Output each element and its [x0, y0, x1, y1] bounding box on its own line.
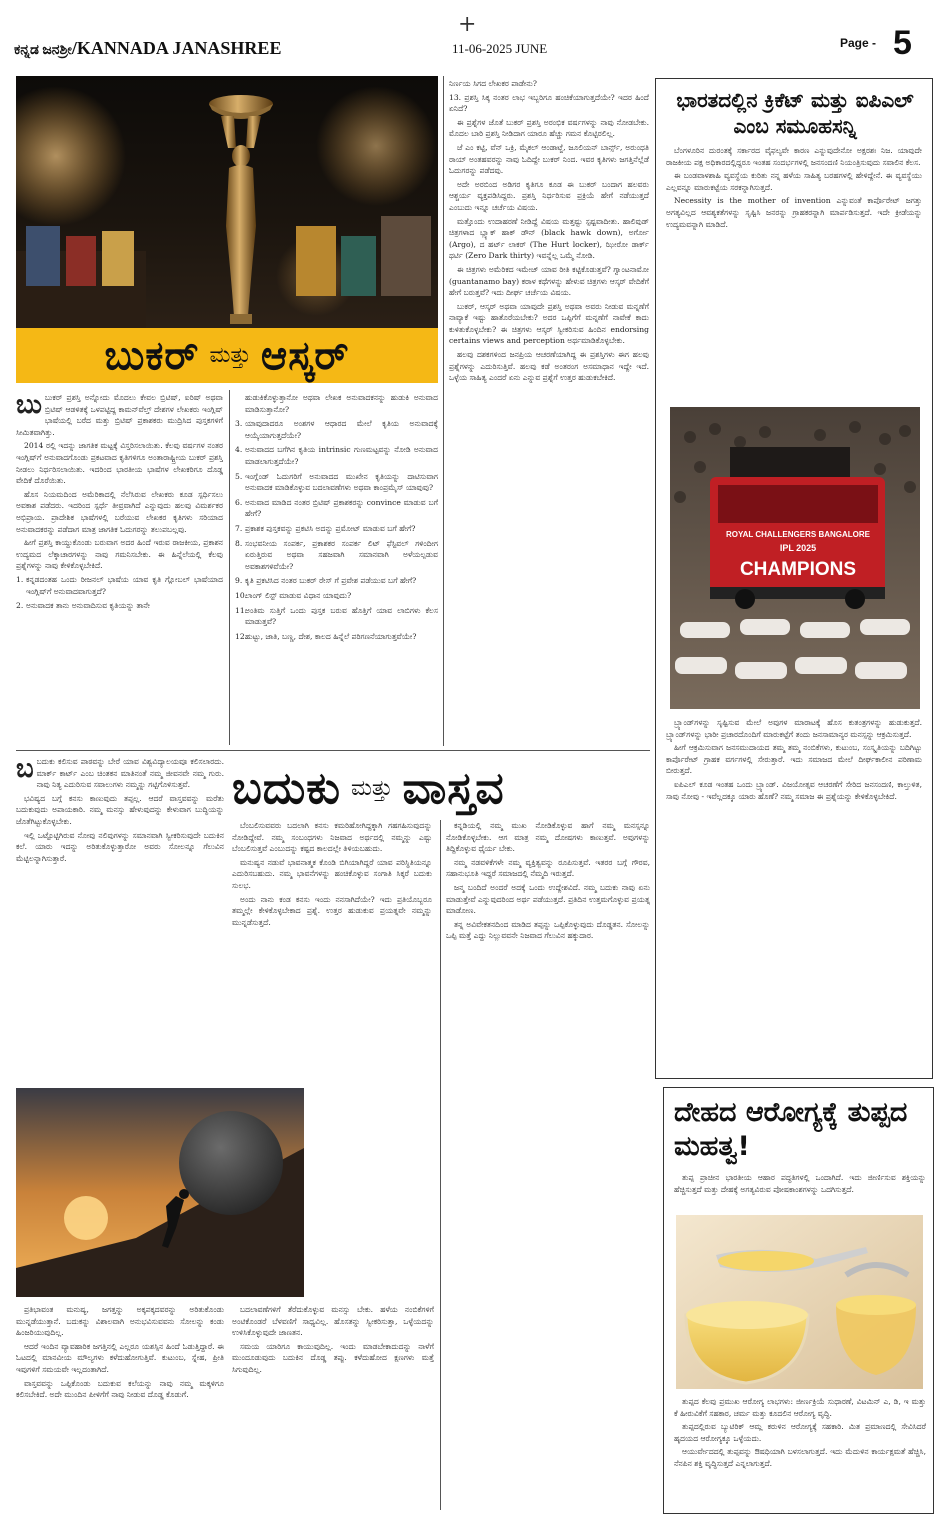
- booker-headline-conj: ಮತ್ತು: [209, 343, 251, 368]
- boulder-push-photo: [16, 1088, 304, 1297]
- baduku-column-3: [446, 820, 650, 1510]
- baduku-headline: [232, 760, 652, 816]
- masthead-english: KANNADA JANASHREE: [76, 38, 282, 58]
- column-divider: [229, 390, 230, 745]
- list-item: 1. ಕನ್ನಡದಂತಹ ಒಂದು ರೀಜನಲ್ ಭಾಷೆಯ ಯಾವ ಕೃತಿ ಗ್ಲೋಬಲ್ ಭಾಷೆಯಾದ ಇಂಗ್ಲಿಷ್‌ಗೆ ಅನುವಾದವಾಗುತ್ತದೆ?: [16, 574, 223, 596]
- list-item: 10. ಲಾಂಗ್ ಲಿಸ್ಟ್ ಮಾಡುವ ವಿಧಾನ ಯಾವುದು?: [235, 590, 352, 600]
- booker-paragraph: ಈ ಪ್ರಶ್ನೆಗಳ ಜೊತೆ ಬುಕರ್ ಪ್ರಶಸ್ತಿ ಅರಂಭಿಕ ವರ್ಷಗಳನ್ನು ನಾವು ನೋಡಬೇಕು. ಮೊದಲ ಬಾರಿ ಪ್ರಶಸ್ತಿ ನೀಡಿದಾಗ ಯಾರೂ ಹೆಚ್ಚು ಗಮನ ಕೊಟ್ಟಿರಲಿಲ್ಲ.: [449, 117, 649, 139]
- baduku-paragraph: ತನ್ನ ಅವಿವೇಕತನದಿಂದ ಮಾಡಿದ ತಪ್ಪನ್ನು ಒಪ್ಪಿಕೊಳ್ಳುವುದು ದೊಡ್ಡತನ. ಸೋಲನ್ನು ಒಪ್ಪಿ ಮತ್ತೆ ಎದ್ದು ನಿಲ್ಲುವವನೇ ನಿಜವಾದ ಗೆಲುವಿನ ಹಕ್ಕುದಾರ.: [446, 919, 650, 941]
- baduku-paragraph: ಬದಲಾವಣೆಗಳಿಗೆ ತೆರೆದುಕೊಳ್ಳುವ ಮನಸ್ಸು ಬೇಕು. ಹಳೆಯ ನಂಬಿಕೆಗಳಿಗೆ ಅಂಟಿಕೊಂಡರೆ ಬೆಳವಣಿಗೆ ಸಾಧ್ಯವಿಲ್ಲ. ಹೊಸತನ್ನು ಸ್ವೀಕರಿಸುತ್ತಾ, ಒಳ್ಳೆಯದನ್ನು ಉಳಿಸಿಕೊಳ್ಳುವುದೇ ಜಾಣತನ.: [232, 1305, 434, 1338]
- booker-column-2: [235, 392, 438, 744]
- baduku-headline-word1: ಬದುಕು: [232, 762, 341, 814]
- baduku-paragraph: ನಮ್ಮ ನಡವಳಿಕೆಗಳೇ ನಮ್ಮ ವ್ಯಕ್ತಿತ್ವವನ್ನು ರೂಪಿಸುತ್ತವೆ. ಇತರರ ಬಗ್ಗೆ ಗೌರವ, ಸಹಾನುಭೂತಿ ಇದ್ದರೆ ಸಮಾಜದಲ್ಲಿ ನೆಮ್ಮದಿ ಇರುತ್ತದೆ.: [446, 857, 650, 879]
- health-article-box: [663, 1087, 934, 1514]
- cricket-paragraph: ಈ ಬಂಡವಾಳಶಾಹಿ ವ್ಯವಸ್ಥೆಯ ಕುರಿತು ನನ್ನ ಹಳೆಯ ಸಾಹಿತ್ಯ ಬರಹಗಳಲ್ಲಿ ಹೇಳಿದ್ದೇನೆ. ಈ ವ್ಯವಸ್ಥೆಯು ಎಲ್ಲವನ್ನೂ ಮಾರುಕಟ್ಟೆಯ ಸರಕನ್ನಾಗಿಸುತ್ತದೆ.: [666, 171, 922, 192]
- baduku-paragraph: ಅಂದು ನಾನು ಕಂಡ ಕನಸು ಇಂದು ನನಸಾಗಿದೆಯೇ? ಇದು ಪ್ರತಿಯೊಬ್ಬರೂ ತಮ್ಮಲ್ಲೇ ಕೇಳಿಕೊಳ್ಳಬೇಕಾದ ಪ್ರಶ್ನೆ. ಉತ್ತರ ಹುಡುಕುವ ಪ್ರಯತ್ನವೇ ನಮ್ಮನ್ನು ಮುನ್ನಡೆಸುತ್ತದೆ.: [232, 894, 432, 927]
- booker-paragraph: 13. ಪ್ರಶಸ್ತಿ ಸಿಕ್ಕ ನಂತರ ಲಾಭ ಇಬ್ಬರಿಗೂ ಹಂಚಿಕೆಯಾಗುತ್ತದೆಯೇ? ಇದರ ಹಿಂದೆ ಏನಿದೆ?: [449, 92, 649, 114]
- booker-paragraph: 2014 ರಲ್ಲಿ ಇದನ್ನು ಜಾಗತಿಕ ಮಟ್ಟಕ್ಕೆ ವಿಸ್ತರಿಸಲಾಯಿತು. ಕೆಲವು ವರ್ಷಗಳ ನಂತರ ಇಂಗ್ಲಿಷ್‌ಗೆ ಅನುವಾದಗೊಂಡು ಪ್ರಕಟವಾದ ಕೃತಿಗಳಿಗೂ ಅಂತಾರಾಷ್ಟ್ರೀಯ ಬುಕರ್ ಪ್ರಶಸ್ತಿ ನೀಡಲು ನಿರ್ಧರಿಸಲಾಯಿತು. ಇದರಿಂದ ಭಾರತೀಯ ಭಾಷೆಗಳ ಲೇಖಕರಿಗೂ ದೊಡ್ಡ ವೇದಿಕೆ ದೊರೆಯಿತು.: [16, 441, 223, 486]
- column-divider: [443, 76, 444, 746]
- baduku-column-1b: [16, 1304, 224, 1510]
- cricket-bottom-text: [666, 717, 922, 1073]
- booker-column-1: [16, 392, 223, 744]
- baduku-paragraph: ವಾಸ್ತವವನ್ನು ಒಪ್ಪಿಕೊಂಡು ಬದುಕುವ ಕಲೆಯನ್ನು ನಾವು ನಮ್ಮ ಮಕ್ಕಳಿಗೂ ಕಲಿಸಬೇಕಿದೆ. ಅದೇ ಮುಂದಿನ ಪೀಳಿಗೆಗೆ ನಾವು ನೀಡುವ ದೊಡ್ಡ ಕೊಡುಗೆ.: [16, 1378, 224, 1400]
- booker-paragraph: ನಿರ್ಣಯ ಸಿಗದ ಲೇಖಕರ ಪಾಡೇನು?: [449, 79, 537, 88]
- list-item: 4. ಅನುವಾದದ ಬಗೆಗಿನ ಕೃತಿಯ intrinsic ಗುಣಮಟ್ಟವನ್ನು ನೋಡಿ ಅನುವಾದ ಮಾಡಲಾಗುತ್ತದೆಯೇ?: [235, 445, 438, 466]
- booker-paragraph: ಹೀಗೆ ಪ್ರಶಸ್ತಿ ಕಾಯ್ದುಕೊಂಡು ಬರುವಾಗ ಅದರ ಹಿಂದೆ ಇರುವ ರಾಜಕೀಯ, ಪ್ರಕಾಶನ ಉದ್ಯಮದ ಲೆಕ್ಕಾಚಾರಗಳನ್ನು ನಾವು ಗಮನಿಸಬೇಕು. ಈ ಹಿನ್ನೆಲೆಯಲ್ಲಿ ಕೆಲವು ಪ್ರಶ್ನೆಗಳನ್ನು ನಾವು ಕೇಳಿಕೊಳ್ಳಬೇಕಿದೆ.: [16, 538, 223, 571]
- baduku-paragraph: ಇಲ್ಲಿ ಒಟ್ಟೊಟ್ಟಿಗಿರುವ ನೋವು ನಲಿವುಗಳನ್ನು ಸಮಾನವಾಗಿ ಸ್ವೀಕರಿಸುವುದೇ ಬದುಕಿನ ಕಲೆ. ಯಾರು ಇದನ್ನು ಅರಿತುಕೊಳ್ಳುತ್ತಾರೋ ಅವರು ಸೋಲನ್ನೂ ಗೆಲುವಿನ ಮೆಟ್ಟಿಲನ್ನಾಗಿಸುತ್ತಾರೆ.: [16, 830, 224, 863]
- column-divider: [440, 820, 441, 1510]
- booker-paragraph: ಹೊಸ ನಿಯಮದಿಂದ ಅಮೆರಿಕಾದಲ್ಲಿ ನೆಲೆಸಿರುವ ಲೇಖಕರು ಕೂಡ ಸ್ಪರ್ಧಿಸಲು ಅವಕಾಶ ಪಡೆದರು. ಇದರಿಂದ ಸ್ಪರ್ಧೆ ತೀವ್ರವಾಗಿದೆ ಎನ್ನುವುದು ಹಲವು ವಿಮರ್ಶಕರ ಅಭಿಪ್ರಾಯ. ಪ್ರಾದೇಶಿಕ ಭಾಷೆಗಳಲ್ಲಿ ಬರೆಯುವ ಲೇಖಕರ ಕೃತಿಗಳು ಸರಿಯಾದ ಅನುವಾದಕರನ್ನು ಪಡೆದಾಗ ಮಾತ್ರ ಜಾಗತಿಕ ಓದುಗರನ್ನು ತಲುಪಬಲ್ಲವು.: [16, 489, 223, 534]
- baduku-column-1: [16, 756, 224, 1082]
- cricket-top-text: [666, 145, 922, 401]
- booker-paragraph: ಅದೇ ಅರಬಿಂದ ಅಡಿಗರ ಕೃತಿಗೂ ಕೂಡ ಈ ಬುಕರ್ ಬಂದಾಗ ಹಲವರು ಆಶ್ಚರ್ಯ ವ್ಯಕ್ತಪಡಿಸಿದ್ದರು. ಪ್ರಶಸ್ತಿ ನಿರ್ಧರಿಸುವ ಪ್ರಕ್ರಿಯೆ ಹೇಗೆ ನಡೆಯುತ್ತದೆ ಎಂಬುದು ಇನ್ನೂ ಚರ್ಚೆಯ ವಿಷಯ.: [449, 179, 649, 212]
- cricket-paragraph: Necessity is the mother of invention ಎನ್ನುವಂತೆ ಕಾರ್ಪೊರೇಟ್ ಜಗತ್ತು ಅಗತ್ಯವಿಲ್ಲದ ಆವಶ್ಯಕತೆಗಳನ್ನು ಸೃಷ್ಟಿಸಿ ಜನರನ್ನು ಗ್ರಾಹಕರನ್ನಾಗಿ ಮಾರ್ಪಡಿಸುತ್ತದೆ. ಇದೇ ಕ್ರೀಡೆಯನ್ನು ಉದ್ಯಮವನ್ನಾಗಿ ಮಾಡಿದೆ.: [666, 196, 922, 229]
- booker-paragraph: ಜೆ ಎಂ ಕಟ್ಟಿ, ವೆನ್ ಒಕ್ರಿ, ಮೈಕಲ್ ಆಂಡಾಟ್ಜೆ, ಜೂಲಿಯನ್ ಬಾರ್ನ್ಸ್, ಅರುಂಧತಿ ರಾಯ್ ಅಂತಹವರನ್ನು ನಾವು ಓದಿದ್ದೇ ಬುಕರ್ ನಿಂದ. ಇವರ ಕೃತಿಗಳು ಜಗತ್ತಿನೆಲ್ಲೆಡೆ ಓದುಗರನ್ನು ಪಡೆದವು.: [449, 142, 649, 176]
- baduku-paragraph: ಸಮಯ ಯಾರಿಗೂ ಕಾಯುವುದಿಲ್ಲ. ಇಂದು ಮಾಡಬೇಕಾದುದನ್ನು ನಾಳೆಗೆ ಮುಂದೂಡುವುದು ಬದುಕಿನ ದೊಡ್ಡ ತಪ್ಪು. ಕಳೆದುಹೋದ ಕ್ಷಣಗಳು ಮತ್ತೆ ಸಿಗುವುದಿಲ್ಲ.: [232, 1341, 434, 1374]
- masthead: ಕನ್ನಡ ಜನಶ್ರೀ/KANNADA JANASHREE: [14, 38, 282, 58]
- cricket-paragraph: ಹೀಗೆ ಆಕ್ರಮಿಸುವಾಗ ಜನಸಮುದಾಯದ ತಮ್ಮ ತಮ್ಮ ನಂಬಿಕೆಗಳು, ಕುಟುಂಬ, ಸಂಸ್ಕೃತಿಯನ್ನು ಬದಿಗಿಟ್ಟು ಕಾರ್ಪೊರೇಟ್ ಗ್ರಾಹಕ ವರ್ಗಗಳಲ್ಲಿ ಸೇರುತ್ತಾರೆ. ಇದು ಸಮಾಜದ ಮೇಲೆ ದೀರ್ಘಕಾಲೀನ ಪರಿಣಾಮ ಬೀರುತ್ತದೆ.: [666, 743, 922, 776]
- booker-headline-word2: ಆಸ್ಕರ್: [260, 332, 350, 379]
- baduku-paragraph: ಬೆಂಬಲಿಸುವವರು ಬದಲಾಗಿ ಕನಸು ಕಮರಿಹೋಗಿದ್ದಕ್ಕಾಗಿ ಗಹಗಹಿಸುವುದನ್ನು ನೋಡಿದ್ದೇವೆ. ನಮ್ಮ ಸಂಬಂಧಗಳು ನಿಜವಾದ ಅರ್ಥದಲ್ಲಿ ನಮ್ಮನ್ನು ಎಷ್ಟು ಬೆಂಬಲಿಸುತ್ತವೆ ಎಂಬುದನ್ನು ಕಷ್ಟದ ಕಾಲದಲ್ಲೇ ತಿಳಿಯಬಹುದು.: [232, 821, 432, 854]
- page-header: [0, 0, 945, 72]
- booker-paragraph: ಮತ್ತೊಂದು ಉದಾಹರಣೆ ನೀಡಿದ್ದೆ ವಿಷಯ ಮತ್ತಷ್ಟು ಸ್ಪಷ್ಟವಾದೀತು. ಹಾಲಿವುಡ್ ಚಿತ್ರಗಳಾದ ಬ್ಲ್ಯಾಕ್ ಹಾಕ್ ಡೌನ್ (black hawk down), ಅರ್ಗೋ (Argo), ದ ಹರ್ಟ್ ಲಾಕರ್ (The Hurt locker), ಝೀರೋ ಡಾರ್ಕ್ ಥರ್ಟಿ (Zero Dark thirty) ಇವನ್ನೆಲ್ಲ ಒಮ್ಮೆ ನೋಡಿ.: [449, 216, 649, 261]
- page-number: 5: [893, 24, 912, 62]
- list-item: 3. ಯಾವುದಾದರೂ ಅಂಶಗಳ ಆಧಾರದ ಮೇಲೆ ಕೃತಿಯ ಅನುವಾದಕ್ಕೆ ಆಯ್ಕೆಯಾಗುತ್ತದೆಯೇ?: [235, 419, 438, 440]
- dropcap: ಬ: [16, 756, 34, 784]
- booker-headline: [16, 328, 438, 383]
- baduku-paragraph: ಮನುಷ್ಯನ ನಡುವೆ ಭಾವನಾತ್ಮಕ ಕೊಂಡಿ ಬಿಗಿಯಾಗಿದ್ದರೆ ಯಾವ ಪರಿಸ್ಥಿತಿಯನ್ನೂ ಎದುರಿಸಬಹುದು. ನಮ್ಮ ಭಾವನೆಗಳನ್ನು ಹಂಚಿಕೊಳ್ಳುವ ಸಂಗಾತಿ ಸಿಕ್ಕರೆ ಬದುಕು ಸುಲಭ.: [232, 857, 432, 890]
- cricket-headline: ಭಾರತದಲ್ಲಿನ ಕ್ರಿಕೆಟ್ ಮತ್ತು ಐಪಿಎಲ್ ಎಂಬ ಸಮೂಹಸನ್ನಿ: [676, 88, 914, 138]
- health-paragraph: ತುಪ್ಪ ಪ್ರಾಚೀನ ಭಾರತೀಯ ಆಹಾರ ಪದ್ಧತಿಗಳಲ್ಲಿ ಒಂದಾಗಿದೆ. ಇದು ಜೀರ್ಣಿಸುವ ಶಕ್ತಿಯನ್ನು ಹೆಚ್ಚಿಸುತ್ತದೆ ಮತ್ತು ದೇಹಕ್ಕೆ ಅಗತ್ಯವಿರುವ ಪೋಷಕಾಂಶಗಳನ್ನು ಒದಗಿಸುತ್ತದೆ.: [674, 1173, 926, 1194]
- list-item: 11. ಅಂತಿಮ ಸುತ್ತಿಗೆ ಒಂದು ಪುಸ್ತಕ ಬರುವ ಹೊತ್ತಿಗೆ ಯಾವ ಲಾಬಿಗಳು ಕೆಲಸ ಮಾಡುತ್ತವೆ?: [235, 605, 438, 627]
- list-item: 7. ಪ್ರಕಾಶಕ ಪುಸ್ತಕವನ್ನು ಪ್ರಕಟಿಸಿ ಅದನ್ನು ಪ್ರಮೋಟ್ ಮಾಡುವ ಬಗೆ ಹೇಗೆ?: [235, 523, 416, 533]
- cricket-article-box: [655, 78, 933, 1079]
- baduku-paragraph: ಕನ್ನಡಿಯಲ್ಲಿ ನಮ್ಮ ಮುಖ ನೋಡಿಕೊಳ್ಳುವ ಹಾಗೆ ನಮ್ಮ ಮನಸ್ಸನ್ನೂ ನೋಡಿಕೊಳ್ಳಬೇಕು. ಆಗ ಮಾತ್ರ ನಮ್ಮ ದೋಷಗಳು ಕಾಣುತ್ತವೆ. ಅವುಗಳನ್ನು ತಿದ್ದಿಕೊಳ್ಳುವ ಧೈರ್ಯ ಬೇಕು.: [446, 821, 650, 854]
- page-label: Page -: [840, 36, 877, 50]
- cricket-paragraph: ಬ್ರ್ಯಾಂಡ್‌ಗಳನ್ನು ಸೃಷ್ಟಿಸುವ ಮೇಲೆ ಅವುಗಳ ಮಾರಾಟಕ್ಕೆ ಹೊಸ ಕುತಂತ್ರಗಳನ್ನು ಹುಡುಕುತ್ತದೆ. ಬ್ರ್ಯಾಂಡ್‌ಗಳನ್ನು ಭಾರೀ ಪ್ರಚಾರದೊಂದಿಗೆ ಮಾರುಕಟ್ಟೆಗೆ ತಂದು ಜನಸಾಮಾನ್ಯರ ಮನಸ್ಸನ್ನು ಆಕ್ರಮಿಸುತ್ತದೆ.: [666, 718, 922, 739]
- bus-champions-text: CHAMPIONS: [739, 559, 857, 580]
- baduku-paragraph: ಆದರೆ ಇಂದಿನ ವ್ಯಾವಹಾರಿಕ ಜಗತ್ತಿನಲ್ಲಿ ಎಲ್ಲರೂ ಯಶಸ್ಸಿನ ಹಿಂದೆ ಓಡುತ್ತಿದ್ದಾರೆ. ಈ ಓಟದಲ್ಲಿ ಮಾನವೀಯ ಮೌಲ್ಯಗಳು ಕಳೆದುಹೋಗುತ್ತಿವೆ. ಕುಟುಂಬ, ಸ್ನೇಹ, ಪ್ರೀತಿ ಇವುಗಳಿಗೆ ಸಮಯವೇ ಇಲ್ಲದಂತಾಗಿದೆ.: [16, 1341, 224, 1374]
- list-item: ಹುಡುಕಿಕೊಳ್ಳುತ್ತಾನೋ ಅಥವಾ ಲೇಖಕ ಅನುವಾದಕನನ್ನು ಹುಡುಕಿ ಅನುವಾದ ಮಾಡಿಸುತ್ತಾನೋ?: [245, 393, 438, 414]
- baduku-paragraph: ಭವಿಷ್ಯದ ಬಗ್ಗೆ ಕನಸು ಕಾಣುವುದು ತಪ್ಪಲ್ಲ. ಆದರೆ ವಾಸ್ತವವನ್ನು ಮರೆತು ಬದುಕುವುದು ಅಪಾಯಕಾರಿ. ನಮ್ಮ ಮನಸ್ಸು ಹೇಳುವುದನ್ನು ಕೇಳುವಾಗ ಬುದ್ಧಿಯನ್ನು ಜೊತೆಗಿಟ್ಟುಕೊಳ್ಳಬೇಕು.: [16, 793, 224, 826]
- bus-team-text: ROYAL CHALLENGERS BANGALORE: [725, 530, 871, 539]
- list-item: 12. ಹುಟ್ಟು, ಜಾತಿ, ಬಣ್ಣ, ದೇಶ, ಕಾಲದ ಹಿನ್ನೆಲೆ ಪರಿಗಣನೆಯಾಗುತ್ತವೆಯೇ?: [235, 631, 417, 641]
- dropcap: ಬು: [16, 392, 42, 420]
- baduku-headline-conj: ಮತ್ತು: [351, 775, 393, 801]
- baduku-paragraph: ಪ್ರತಿಭಾವಂತ ಮನುಷ್ಯ, ಜಗತ್ತನ್ನು ಅಕ್ಕಪಕ್ಕದವರನ್ನು ಅರಿತುಕೊಂಡು ಮುನ್ನಡೆಯುತ್ತಾನೆ. ಬದುಕನ್ನು ವಿಶಾಲವಾಗಿ ಅನುಭವಿಸುವವನು ಸೋಲನ್ನು ಕಂಡು ಹಿಂಜರಿಯುವುದಿಲ್ಲ.: [16, 1305, 224, 1338]
- baduku-column-2: [232, 820, 432, 1082]
- masthead-kannada: ಕನ್ನಡ ಜನಶ್ರೀ: [14, 43, 72, 58]
- booker-paragraph: ಹಲವು ದಶಕಗಳಿಂದ ಜನಪ್ರಿಯ ಆಚರಣೆಯಾಗಿದ್ದ ಈ ಪ್ರಶಸ್ತಿಗಳು ಈಗ ಹಲವು ಪ್ರಶ್ನೆಗಳನ್ನು ಎದುರಿಸುತ್ತಿವೆ. ಹಲವು ಕಡೆ ಅಂತರಂಗ ಅಸಮಾಧಾನ ಇದ್ದೇ ಇದೆ. ಒಳ್ಳೆಯ ಸಾಹಿತ್ಯ ಎಂದರೆ ಏನು ಎನ್ನುವ ಪ್ರಶ್ನೆಗೆ ಉತ್ತರ ಹುಡುಕಬೇಕಿದೆ.: [449, 350, 649, 383]
- ghee-photo: [676, 1215, 923, 1389]
- baduku-paragraph: ಬದುಕು ಕಲಿಸುವ ಪಾಠವನ್ನು ಬೇರೆ ಯಾವ ವಿಶ್ವವಿದ್ಯಾಲಯವೂ ಕಲಿಸಲಾರದು. ಮಾರ್ಕ್ ಕಾರ್ಟ್ ಎಂಬ ಚಿಂತಕನ ಮಾತಿನಂತೆ ನಮ್ಮ ಜೀವನವೇ ನಮ್ಮ ಗುರು. ನಾವು ನಿತ್ಯ ಎದುರಿಸುವ ಸವಾಲುಗಳು ನಮ್ಮನ್ನು ಗಟ್ಟಿಗೊಳಿಸುತ್ತವೆ.: [36, 757, 224, 790]
- health-intro: [674, 1172, 926, 1212]
- baduku-column-2b: [232, 1304, 434, 1510]
- booker-headline-word1: ಬುಕರ್: [104, 332, 200, 379]
- health-headline: ದೇಹದ ಆರೋಗ್ಯಕ್ಕೆ ತುಪ್ಪದ ಮಹತ್ವ!: [674, 1097, 908, 1162]
- health-paragraph: ತುಪ್ಪದ ಕೆಲವು ಪ್ರಮುಖ ಆರೋಗ್ಯ ಲಾಭಗಳು: ಜೀರ್ಣಕ್ರಿಯೆ ಸುಧಾರಣೆ, ವಿಟಮಿನ್ ಎ, ಡಿ, ಇ ಮತ್ತು ಕೆ ಹೀರುವಿಕೆಗೆ ಸಹಕಾರ, ಚರ್ಮ ಮತ್ತು ಕೂದಲಿನ ಆರೋಗ್ಯ ವೃದ್ಧಿ.: [674, 1397, 926, 1418]
- list-item: 9. ಕೃತಿ ಪ್ರಕಟಿಸಿದ ನಂತರ ಬುಕರ್ ರೇಸ್ ಗೆ ಪ್ರವೇಶ ಪಡೆಯುವ ಬಗೆ ಹೇಗೆ?: [235, 576, 417, 586]
- health-body: [674, 1396, 926, 1508]
- health-paragraph: ಆಯುರ್ವೇದದಲ್ಲಿ ತುಪ್ಪವನ್ನು ಔಷಧಿಯಾಗಿ ಬಳಸಲಾಗುತ್ತದೆ. ಇದು ಮೆದುಳಿನ ಕಾರ್ಯಕ್ಷಮತೆ ಹೆಚ್ಚಿಸಿ, ನೆನಪಿನ ಶಕ್ತಿ ವೃದ್ಧಿಸುತ್ತದೆ ಎನ್ನಲಾಗುತ್ತದೆ.: [674, 1447, 926, 1468]
- crop-mark-icon: +: [458, 12, 477, 37]
- cricket-paragraph: ಐಪಿಎಲ್ ಕೂಡ ಇಂತಹ ಒಂದು ಬ್ರ್ಯಾಂಡ್. ವಿಜಯೋತ್ಸವ ಆಚರಣೆಗೆ ಸೇರಿದ ಜನಸಂದಣಿ, ಕಾಲ್ತುಳಿತ, ಸಾವು ನೋವು - ಇವೆಲ್ಲದಕ್ಕೂ ಯಾರು ಹೊಣೆ? ನಮ್ಮ ಸಮಾಜ ಈ ಪ್ರಶ್ನೆಯನ್ನು ಕೇಳಿಕೊಳ್ಳಬೇಕಿದೆ.: [666, 779, 922, 801]
- booker-paragraph: ಈ ಚಿತ್ರಗಳು ಅಮೆರಿಕದ ಇಮೇಜ್ ಯಾವ ರೀತಿ ಕಟ್ಟಿಕೊಡುತ್ತವೆ? ಗ್ವಾಂಟನಾಮೋ (guantanamo bay) ಕರಾಳ ಕಥೆಗಳನ್ನು ಹೇಳುವ ಚಿತ್ರಗಳು ಆಸ್ಕರ್ ವೇದಿಕೆಗೆ ಹೇಗೆ ಬರುತ್ತವೆ? ಇದು ದೀರ್ಘ ಚರ್ಚೆಯ ವಿಷಯ.: [449, 264, 649, 298]
- health-paragraph: ತುಪ್ಪದಲ್ಲಿರುವ ಬ್ಯುಟಿರಿಕ್ ಆಮ್ಲ ಕರುಳಿನ ಆರೋಗ್ಯಕ್ಕೆ ಸಹಕಾರಿ. ಮಿತ ಪ್ರಮಾಣದಲ್ಲಿ ಸೇವಿಸಿದರೆ ಹೃದಯದ ಆರೋಗ್ಯಕ್ಕೂ ಒಳ್ಳೆಯದು.: [674, 1422, 926, 1443]
- issue-date: 11-06-2025 JUNE: [452, 41, 548, 56]
- booker-column-3: [449, 78, 649, 744]
- booker-trophy-photo: [16, 76, 438, 328]
- baduku-headline-word2: ವಾಸ್ತವ: [402, 762, 505, 814]
- bus-ipl-text: IPL 2025: [779, 543, 817, 553]
- baduku-paragraph: ಜನ್ಮ ಬಂದಿದೆ ಅಂದರೆ ಅದಕ್ಕೆ ಒಂದು ಉದ್ದೇಶವಿದೆ. ನಮ್ಮ ಬದುಕು ನಾವು ಏನು ಮಾಡುತ್ತೇವೆ ಎನ್ನುವುದರಿಂದ ಅರ್ಥ ಪಡೆಯುತ್ತದೆ. ಪ್ರತಿದಿನ ಉತ್ತಮಗೊಳ್ಳುವ ಪ್ರಯತ್ನ ಮಾಡೋಣ.: [446, 882, 650, 916]
- booker-paragraph: ಬುಕರ್, ಆಸ್ಕರ್ ಅಥವಾ ಯಾವುದೇ ಪ್ರಶಸ್ತಿ ಅಥವಾ ಅವರು ನೀಡುವ ಮನ್ನಣೆಗೆ ನಾವ್ಯಾಕೆ ಇಷ್ಟು ಹಾತೊರೆಯಬೇಕು? ಅದರ ಒಪ್ಪಿಗೆಗೆ ಮನ್ನಣೆಗೆ ನಾವೇಕೆ ಕಾದು ಕುಳಿತುಕೊಳ್ಳಬೇಕು? ಈ ಚಿತ್ರಗಳು ಆಸ್ಕರ್ ಸ್ವೀಕರಿಸುವ ಹಿಂದಿನ endorsing certains views and perception ಅರ್ಥಮಾಡಿಕೊಳ್ಳಬೇಕು.: [449, 301, 649, 346]
- list-item: 8. ಸಂಭವನೀಯ ಸಂಪರ್ಕ, ಪ್ರಕಾಶಕರ ಸಂಪರ್ಕ ಲಿಟ್ ಫೆಸ್ಟಿವಲ್ ಗಳಿಂದೀಗ ಏರುತ್ತಿರುವ ಅಥವಾ ಸಹಜವಾಗಿ ಸಮಾನವಾಗಿ ಅಳೆಯಲ್ಪಡುವ ಅವಕಾಶಗಳಿವೆಯೇ?: [235, 538, 438, 571]
- list-item: 5. ಇಂಗ್ಲೆಂಡ್ ಓದುಗರಿಗೆ ಅನುವಾದದ ಮುಖೇನ ಕೃತಿಯನ್ನು ದಾಟಿಸುವಾಗ ಅನುವಾದಕ ಮಾಡಿಕೊಳ್ಳುವ ಬದಲಾವಣೆಗಳು ಅಥವಾ ಕಾಂಪ್ರಮೈಸ್ ಯಾವುವು?: [235, 471, 438, 493]
- booker-paragraph: ಬುಕರ್ ಪ್ರಶಸ್ತಿ ಅನ್ನೋದು ಮೊದಲು ಕೇವಲ ಬ್ರಿಟಿಷ್, ಐರಿಷ್ ಅಥವಾ ಬ್ರಿಟಿಷ್ ಆಡಳಿತಕ್ಕೆ ಒಳಪಟ್ಟಿದ್ದ ಕಾಮನ್‌ವೆಲ್ತ್ ದೇಶಗಳ ಲೇಖಕರು ಇಂಗ್ಲಿಷ್ ಭಾಷೆಯಲ್ಲಿ ಬರೆದ ಮತ್ತು ಬ್ರಿಟಿಷ್ ಪ್ರಕಾಶಕರು ಮುದ್ರಿಸಿದ ಪುಸ್ತಕಗಳಿಗೆ ಸೀಮಿತವಾಗಿತ್ತು.: [16, 393, 223, 437]
- cricket-paragraph: ಬೆಂಗಳೂರಿನ ದುರಂತಕ್ಕೆ ಸರ್ಕಾರದ ವೈಫಲ್ಯವೇ ಕಾರಣ ಎನ್ನುವುದೇನೋ ಅಕ್ಷರಶಃ ನಿಜ. ಯಾವುದೇ ರಾಜಕೀಯ ಪಕ್ಷ ಅಧಿಕಾರದಲ್ಲಿದ್ದರೂ ಇಂತಹ ಸಂದರ್ಭಗಳಲ್ಲಿ ಜನಸಂದಣಿ ನಿಯಂತ್ರಿಸುವುದು ಸವಾಲಿನ ಕೆಲಸ.: [666, 146, 922, 167]
- list-item: 6. ಅನುವಾದ ಮಾಡಿದ ನಂತರ ಬ್ರಿಟಿಷ್ ಪ್ರಕಾಶಕರನ್ನು convince ಮಾಡುವ ಬಗೆ ಹೇಗೆ?: [235, 497, 438, 519]
- rcb-celebration-photo: [670, 407, 920, 709]
- list-item: 2. ಅನುವಾದಕ ತಾನು ಅನುವಾದಿಸುವ ಕೃತಿಯನ್ನು ತಾನೇ: [16, 601, 150, 611]
- section-divider: [16, 750, 650, 751]
